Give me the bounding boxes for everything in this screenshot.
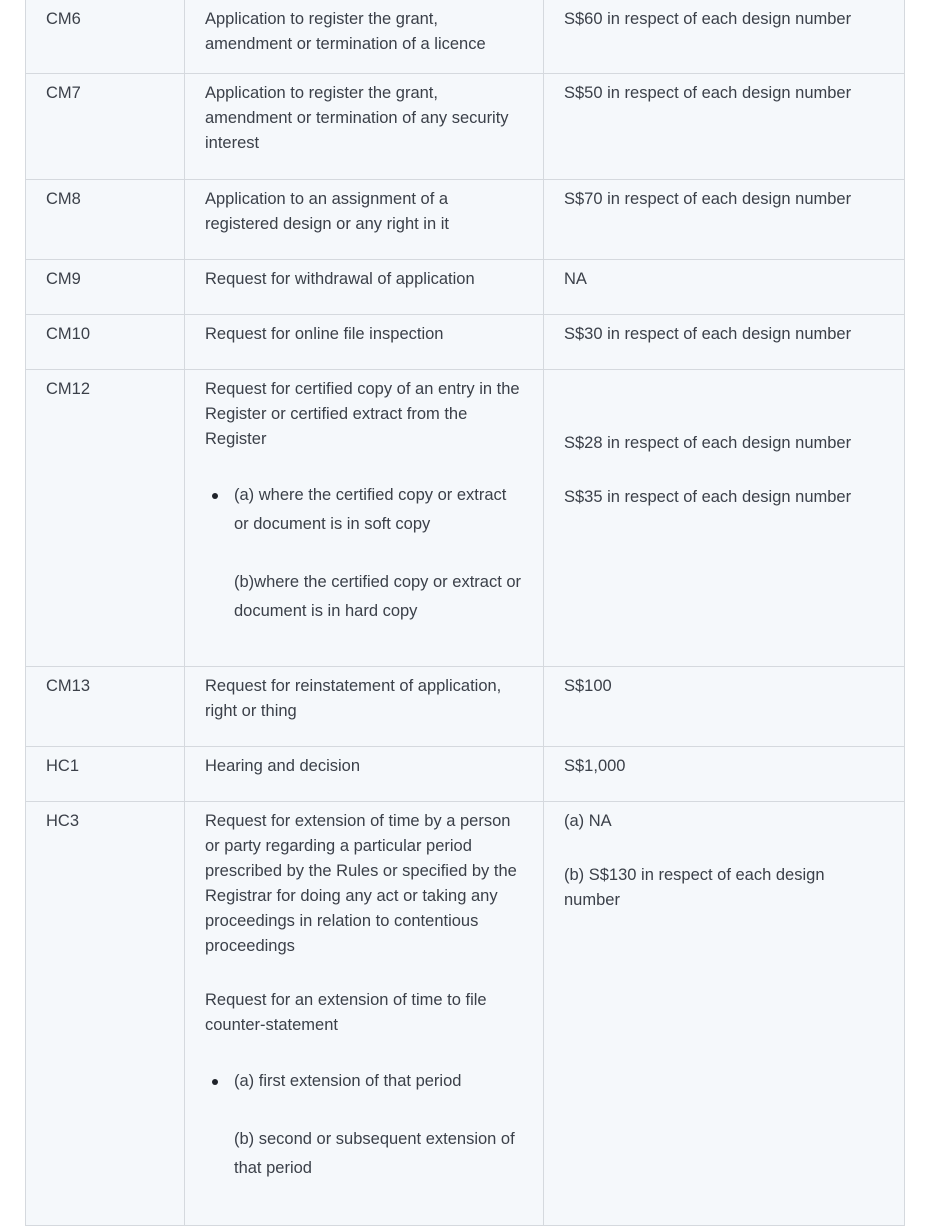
fee-code: CM13	[46, 677, 91, 695]
fee-cell	[544, 747, 905, 802]
fee-description: Application to register the grant, amendment or termination of any security interest	[205, 84, 509, 152]
description-cell	[185, 667, 544, 747]
fee-description: Request for certified copy of an entry in the Register or certified extract from the Register	[205, 380, 520, 448]
code-cell	[26, 0, 185, 74]
table-row	[26, 74, 905, 180]
sub-item-a-text: (a) first extension of that period	[234, 1072, 462, 1090]
table-row	[26, 180, 905, 260]
fee-amount: S$50 in respect of each design number	[564, 84, 852, 102]
fee-description: Hearing and decision	[205, 757, 361, 775]
fee-code: HC3	[46, 812, 80, 830]
table-row	[26, 370, 905, 667]
table-row	[26, 667, 905, 747]
fee-description: Application to register the grant, amendment or termination of a licence	[205, 10, 486, 53]
table-row	[26, 315, 905, 370]
description-cell	[185, 260, 544, 315]
fee-description: Request for reinstatement of application, right or thing	[205, 677, 502, 720]
sub-item-a	[234, 481, 523, 539]
description-cell	[185, 74, 544, 180]
fee-description: Application to an assignment of a registered design or any right in it	[205, 190, 449, 233]
fee-cell	[544, 260, 905, 315]
table-row	[26, 802, 905, 1226]
fee-cell	[544, 802, 905, 1226]
fee-amount: NA	[564, 270, 587, 288]
fee-description: Request for online file inspection	[205, 325, 444, 343]
fee-cell	[544, 180, 905, 260]
fee-code: CM6	[46, 10, 81, 28]
fee-amount: S$1,000	[564, 757, 626, 775]
code-cell	[26, 260, 185, 315]
fee-cell	[544, 370, 905, 667]
sub-item-b-text: (b) second or subsequent extension of that period	[234, 1130, 515, 1177]
code-cell	[26, 667, 185, 747]
fee-cell	[544, 0, 905, 74]
fee-cell	[544, 667, 905, 747]
description-cell	[185, 315, 544, 370]
fee-amount: S$60 in respect of each design number	[564, 10, 852, 28]
bullet-icon	[212, 1079, 218, 1085]
fee-description: Request for withdrawal of application	[205, 270, 475, 288]
fee-cell	[544, 74, 905, 180]
sub-item-a-text: (a) where the certified copy or extract or document is in soft copy	[234, 486, 507, 533]
description-cell	[185, 747, 544, 802]
fee-code: HC1	[46, 757, 80, 775]
description-cell	[185, 802, 544, 1226]
fee-amount: S$70 in respect of each design number	[564, 190, 852, 208]
fee-amount-b: (b) S$130 in respect of each design number	[564, 866, 825, 909]
code-cell	[26, 180, 185, 260]
code-cell	[26, 802, 185, 1226]
description-cell	[185, 180, 544, 260]
sub-item-b-text: (b)where the certified copy or extract or document is in hard copy	[234, 573, 522, 620]
fee-table	[25, 0, 905, 1226]
bullet-icon	[212, 493, 218, 499]
description-cell	[185, 0, 544, 74]
sub-item-list	[205, 481, 523, 539]
table-row	[26, 0, 905, 74]
code-cell	[26, 370, 185, 667]
code-cell	[26, 747, 185, 802]
fee-amount: S$30 in respect of each design number	[564, 325, 852, 343]
code-cell	[26, 74, 185, 180]
fee-code: CM9	[46, 270, 81, 288]
fee-code: CM10	[46, 325, 91, 343]
table-row	[26, 260, 905, 315]
description-cell	[185, 370, 544, 667]
sub-item-a	[234, 1067, 523, 1096]
table-row	[26, 747, 905, 802]
fee-code: CM7	[46, 84, 81, 102]
code-cell	[26, 315, 185, 370]
fee-amount: S$100	[564, 677, 612, 695]
fee-cell	[544, 315, 905, 370]
fee-description-2: Request for an extension of time to file counter-statement	[205, 991, 487, 1034]
fee-amount-b: S$35 in respect of each design number	[564, 488, 852, 506]
fee-table-container	[25, 0, 904, 1226]
fee-code: CM8	[46, 190, 81, 208]
fee-code: CM12	[46, 380, 91, 398]
sub-item-list	[205, 1067, 523, 1096]
fee-description: Request for extension of time by a person or party regarding a particular period prescribed by the Rules or specified by the Registrar for doing any act or taking any proceedings in relation to contentious proceedings	[205, 812, 517, 955]
fee-amount-a: (a) NA	[564, 812, 612, 830]
fee-amount-a: S$28 in respect of each design number	[564, 434, 852, 452]
